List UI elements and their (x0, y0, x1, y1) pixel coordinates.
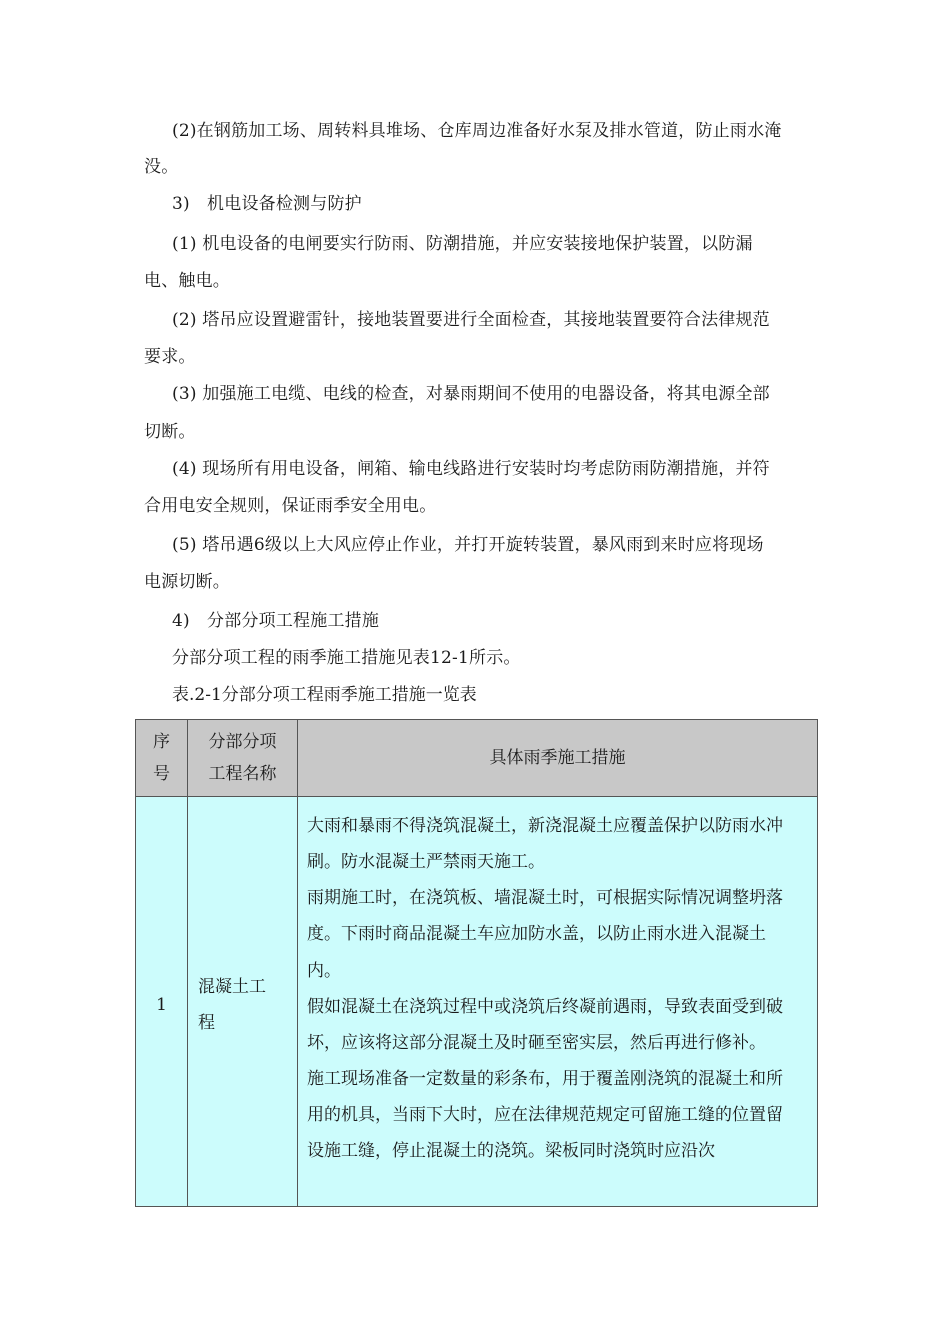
measure-line: 设施工缝，停止混凝土的浇筑。梁板同时浇筑时应沿次 (307, 1141, 715, 1161)
row-name-line1: 混凝土工 (198, 977, 266, 997)
header-index-line1: 序 (153, 732, 170, 752)
measure-line: 雨期施工时，在浇筑板、墙混凝土时，可根据实际情况调整坍落 (307, 888, 783, 908)
header-measures: 具体雨季施工措施 (489, 748, 626, 768)
measure-line: 刷。防水混凝土严禁雨天施工。 (307, 852, 545, 872)
table-header-row (136, 720, 817, 797)
section-heading: 3) 机电设备检测与防护 (172, 194, 362, 214)
paragraph-line: (2) 塔吊应设置避雷针，接地装置要进行全面检查，其接地装置要符合法律规范 (172, 310, 770, 330)
paragraph-line: 切断。 (144, 422, 196, 442)
section-heading: 4) 分部分项工程施工措施 (172, 611, 380, 631)
measure-line: 假如混凝土在浇筑过程中或浇筑后终凝前遇雨，导致表面受到破 (307, 997, 783, 1017)
paragraph-line: 合用电安全规则，保证雨季安全用电。 (144, 496, 437, 516)
measure-line: 用的机具，当雨下大时，应在法律规范规定可留施工缝的位置留 (307, 1105, 783, 1125)
measure-line: 内。 (307, 961, 341, 981)
table-caption: 表.2-1分部分项工程雨季施工措施一览表 (172, 685, 477, 705)
paragraph-line: 要求。 (144, 347, 196, 367)
paragraph-line: 电、触电。 (144, 271, 230, 291)
paragraph-line: (3) 加强施工电缆、电线的检查，对暴雨期间不使用的电器设备，将其电源全部 (172, 384, 770, 404)
measure-line: 度。下雨时商品混凝土车应加防水盖，以防止雨水进入混凝土 (307, 924, 766, 944)
header-index-line2: 号 (153, 764, 170, 784)
paragraph-line: (1) 机电设备的电闸要实行防雨、防潮措施，并应安装接地保护装置，以防漏 (172, 234, 753, 254)
header-name-line1: 分部分项 (208, 732, 277, 752)
row-name-line2: 程 (198, 1013, 215, 1033)
header-name-line2: 工程名称 (208, 764, 277, 784)
measures-table (135, 719, 818, 1207)
row-index: 1 (156, 995, 167, 1015)
paragraph-line: (2)在钢筋加工场、周转料具堆场、仓库周边准备好水泵及排水管道，防止雨水淹 (172, 121, 782, 141)
paragraph-line: (4) 现场所有用电设备，闸箱、输电线路进行安装时均考虑防雨防潮措施，并符 (172, 459, 770, 479)
paragraph-line: (5) 塔吊遇6级以上大风应停止作业，并打开旋转装置，暴风雨到来时应将现场 (172, 535, 764, 555)
table-row (136, 797, 817, 1206)
measure-line: 坏，应该将这部分混凝土及时砸至密实层，然后再进行修补。 (307, 1033, 766, 1053)
column-divider (297, 720, 298, 1206)
paragraph-line: 没。 (144, 157, 179, 177)
measure-line: 施工现场准备一定数量的彩条布，用于覆盖刚浇筑的混凝土和所 (307, 1069, 783, 1089)
paragraph-line: 分部分项工程的雨季施工措施见表12-1所示。 (172, 648, 521, 668)
paragraph-line: 电源切断。 (144, 572, 230, 592)
measure-line: 大雨和暴雨不得浇筑混凝土，新浇混凝土应覆盖保护以防雨水冲 (307, 816, 783, 836)
column-divider (187, 720, 188, 1206)
